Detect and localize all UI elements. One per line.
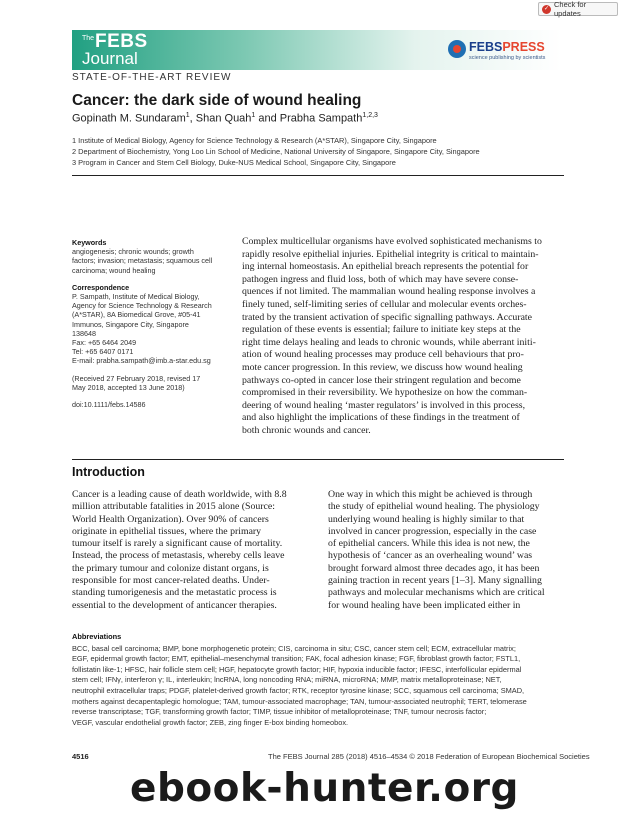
abstract-line: both chronic wounds and cancer. [242,424,371,436]
abstract-line: compromised in their reversibility. We hypothesize on how the comman- [242,387,528,399]
intro-column-right: One way in which this might be achieved is through the study of epithelial wound healing. The physiology underlying wound healing is highly similar to that involved in cancer progression, especially in the case of epithelial cancers. While this idea is not new, the hypothesis of ‘cancer as an overhealing wound’ was brought forward almost three decades ago, it has been gaining traction in recent years [1–3]. Many signalling pathways and molecular mechanisms which are critical for wound healing have been implicated either in [328,489,545,611]
keywords-heading: Keywords [72,238,107,247]
febs-press-tagline: science publishing by scientists [469,55,546,61]
section-divider [72,459,564,460]
abstract-line: quences if not limited. The mammalian wound healing response involves a [242,286,536,298]
header-divider [72,175,564,176]
page-number: 4516 [72,752,89,761]
author-name: Shan Quah [195,112,252,125]
abstract-line: pathogen ingress and fluid loss, both of which may have severe conse- [242,273,519,285]
doi-link[interactable]: doi:10.1111/febs.14586 [72,400,146,410]
affiliation: 3 Program in Cancer and Stem Cell Biology, Duke-NUS Medical School, Singapore City, Singapore [72,158,396,167]
article-type: STATE-OF-THE-ART REVIEW [72,72,232,83]
check-for-updates-badge[interactable] [538,2,618,16]
logo-journal-text: Journal [82,49,138,68]
abbreviations-heading: Abbreviations [72,632,122,641]
logo-the-text: The [82,35,95,42]
article-title: Cancer: the dark side of wound healing [72,92,362,109]
correspondence-heading: Correspondence [72,282,130,292]
history-block: (Received 27 February 2018, revised 17 May 2018, accepted 13 June 2018) [72,373,201,392]
abstract-line: ing internal homeostasis. An epithelial breach represents the potential for [242,261,529,273]
footer-citation: The FEBS Journal 285 (2018) 4516–4534 © 2018 Federation of European Biochemical Societies [268,752,590,761]
abstract [242,236,564,438]
affiliation: 1 Institute of Medical Biology, Agency for Science Technology & Research (A*STAR), Singapore City, Singapore [72,136,437,145]
abstract-line: right time delays healing and leads to chronic wounds, while aberrant initi- [242,336,536,348]
watermark-text: ebook-hunter.org [130,766,519,811]
abstract-line: deering of wound healing ‘master regulators’ is involved in this process, [242,399,526,411]
abstract-line: mote cancer progression. In this review, we discuss how wound healing [242,361,523,373]
abstract-line: pathways co-opted in cancer lose their stringent regulation and become [242,374,521,386]
abstract-line: finely tuned, self-limiting series of cellular and molecular events orches- [242,298,527,310]
affiliation: 2 Department of Biochemistry, Yong Loo Lin School of Medicine, National University of Singapore, Singapore City, Singapore [72,147,480,156]
keywords-block: Keywords angiogenesis; chronic wounds; growth factors; invasion; metastasis; squamous cell carcinoma; wound healing [72,238,232,275]
abstract-line: Complex multicellular organisms have evolved sophisticated mechanisms to [242,236,542,247]
abstract-line: ation of wound healing processes may produce cell behaviours that pro- [242,349,524,361]
febs-press-name: FEBSPRESS [469,40,545,54]
correspondence-email[interactable]: E-mail: prabha.sampath@imb.a-star.edu.sg [72,356,211,366]
logo-febs-text: FEBS [95,31,148,52]
abstract-line: and also highlight the implications of these findings in the treatment of [242,412,520,424]
update-icon: ✓ [543,5,550,12]
abstract-line: trated by the transient activation of specific signalling pathways. Accurate [242,311,532,323]
intro-column-left: Cancer is a leading cause of death worldwide, with 8.8 million attributable fatalities in 2015 alone (Source: World Health Organization). Over 90% of cancers originate in epithelial tissues, where the primary tumour itself is rarely a significant cause of mortality. Instead, the process of metastasis, whereby cells leave the primary tumour and colonize distant organs, is responsible for most cancer-related deaths. Under- standing tumorigenesis and the metastatic process is essential to the development of anticancer therapies. [72,489,287,611]
febs-press-icon [448,40,466,58]
abstract-line: rapidly resolve epithelial injuries. Epithelial integrity is critical to maintain- [242,248,539,260]
author-name: Prabha Sampath [279,112,363,125]
correspondence-block: Correspondence P. Sampath, Institute of Medical Biology, Agency for Science Technology & Research (A*STAR), 8A Biomedical Grove, #05-41 Immunos, Singapore City, Singapore 138648 Fax: +65 6464 2049 Tel: +65 6407 0171 E-mail: prabha.sampath@imb.a-star.edu.sg [72,283,232,366]
abstract-line: regulation of these events is essential; failure to initiate key steps at the [242,324,521,336]
abbreviations-block: Abbreviations BCC, basal cell carcinoma; BMP, bone morphogenetic protein; CIS, carcinoma in situ; CSC, cancer stem cell; ECM, extracellular matrix; EGF, epidermal growth factor; EMT, epithelial–mesenchymal transition; FAK, focal adhesion kinase; FGF, fibroblast growth factor; FSTL1, follistatin like-1; HFSC, hair follicle stem cell; HGF, hepatocyte growth factor; HIF, hypoxia inducible factor; IFESC, interfollicular epidermal stem cell; IFNγ, interferon γ; IL, interleukin; lncRNA, long noncoding RNA; miRNA, microRNA; MMP, matrix metalloproteinase; NET, neutrophil extracellular traps; PDGF, platelet-derived growth factor; RTK, receptor tyrosine kinase; SCC, squamous cell carcinoma; SMAD, mothers against decapentaplegic homologue; TAM, tumour-associated macrophage; TAN, tumour-associated neutrophil; TERT, telomerase reverse transcriptase; TGF, transforming growth factor; TIMP, tissue inhibitor of metalloproteinase; TNF, tumour necrosis factor; VEGF, vascular endothelial growth factor; ZEB, zing finger E-box binding homeobox. [72,632,566,728]
article-info-sidebar [72,238,232,409]
check-for-updates-label: Check for updates [554,0,587,18]
author-name: Gopinath M. Sundaram [72,112,186,125]
author-list: Gopinath M. Sundaram$^1$, Shan Quah$^1$ and Prabha Sampath$^{1,2,3}$ [72,112,378,125]
section-heading-introduction: Introduction [72,465,145,479]
affiliations [72,135,480,168]
